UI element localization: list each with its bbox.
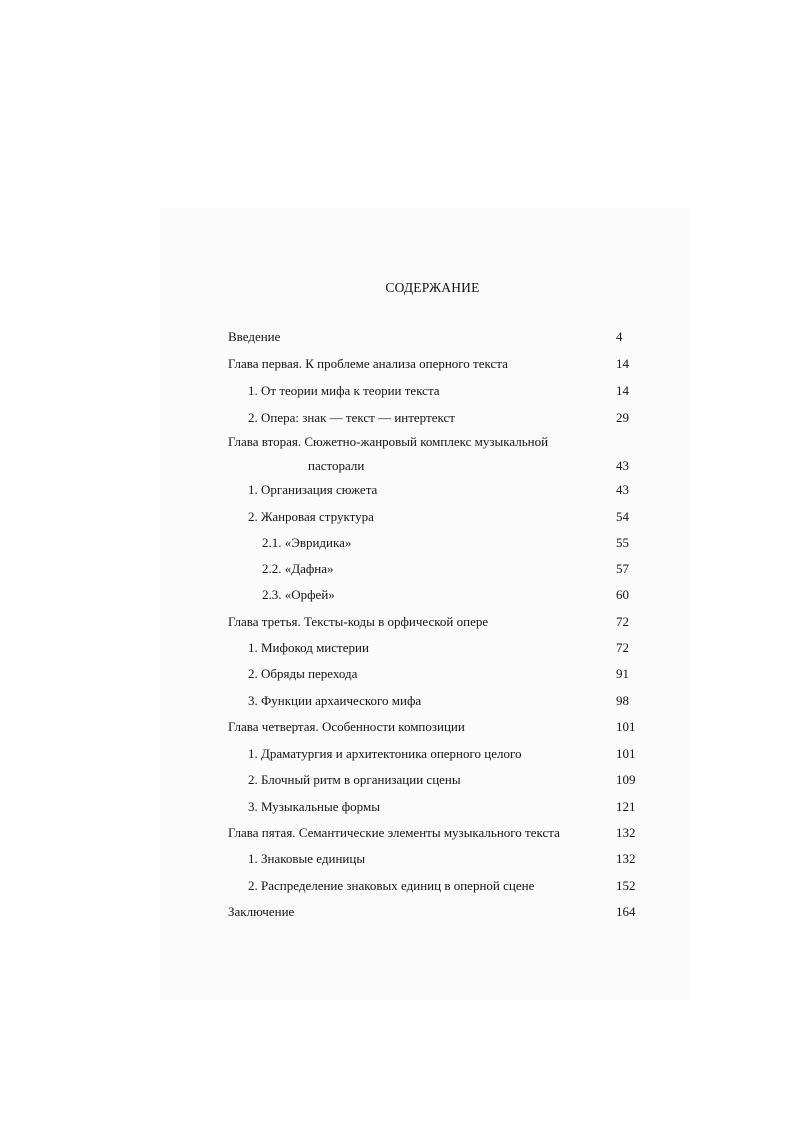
toc-entry-section-1-1 — [228, 381, 648, 401]
toc-entry-page: 164 — [616, 904, 636, 919]
toc-entry-section-3-3 — [228, 691, 648, 711]
toc-entry-chapter-2-continued — [228, 456, 648, 476]
toc-entry-section-2-1 — [228, 480, 648, 500]
toc-entry-section-3-2 — [228, 664, 648, 684]
toc-entry-label: 2.1. «Эвридика» — [262, 535, 352, 550]
toc-entry-page: 152 — [616, 878, 636, 893]
toc-entry-section-3-1 — [228, 638, 648, 658]
toc-entry-label: 3. Музыкальные формы — [248, 799, 380, 814]
toc-entry-label: Глава первая. К проблеме анализа оперного текста — [228, 356, 508, 371]
toc-entry-section-4-2 — [228, 770, 648, 790]
toc-entry-label: 2.3. «Орфей» — [262, 587, 335, 602]
toc-entry-label: Глава четвертая. Особенности композиции — [228, 719, 465, 734]
toc-entry-section-4-1 — [228, 744, 648, 764]
table-of-contents — [228, 0, 648, 1124]
toc-entry-chapter-1 — [228, 354, 648, 374]
toc-entry-page: 43 — [616, 458, 629, 473]
toc-entry-page: 72 — [616, 640, 629, 655]
toc-entry-label: 2. Опера: знак — текст — интертекст — [248, 410, 455, 425]
toc-entry-section-1-2 — [228, 408, 648, 428]
toc-entry-subsection-2-2-3 — [228, 585, 648, 605]
toc-entry-chapter-5 — [228, 823, 648, 843]
toc-entry-section-2-2 — [228, 507, 648, 527]
toc-entry-label: 2.2. «Дафна» — [262, 561, 334, 576]
toc-entry-label: 1. Организация сюжета — [248, 482, 378, 497]
toc-entry-section-4-3 — [228, 797, 648, 817]
toc-entry-page: 109 — [616, 772, 636, 787]
toc-entry-label: Заключение — [228, 904, 295, 919]
toc-entry-label: 1. Знаковые единицы — [248, 851, 366, 866]
toc-entry-label: Введение — [228, 329, 281, 344]
toc-entry-page: 132 — [616, 851, 636, 866]
toc-entry-label: пасторали — [308, 458, 365, 473]
toc-entry-page: 60 — [616, 587, 629, 602]
toc-entry-page: 101 — [616, 719, 636, 734]
toc-entry-conclusion — [228, 902, 648, 922]
toc-entry-label: 3. Функции архаического мифа — [248, 693, 422, 708]
toc-entry-chapter-3 — [228, 612, 648, 632]
toc-entry-chapter-2 — [228, 432, 648, 452]
toc-entry-page: 4 — [616, 329, 623, 344]
toc-entry-label: 1. Драматургия и архитектоника оперного целого — [248, 746, 522, 761]
toc-entry-section-5-2 — [228, 876, 648, 896]
toc-entry-label: 1. От теории мифа к теории текста — [248, 383, 440, 398]
toc-entry-page: 72 — [616, 614, 629, 629]
toc-entry-introduction — [228, 327, 648, 347]
toc-entry-subsection-2-2-1 — [228, 533, 648, 553]
toc-entry-page: 29 — [616, 410, 629, 425]
toc-entry-page: 55 — [616, 535, 629, 550]
toc-entry-label: 2. Блочный ритм в организации сцены — [248, 772, 461, 787]
toc-entry-chapter-4 — [228, 717, 648, 737]
toc-entry-label: Глава вторая. Сюжетно-жанровый комплекс музыкальной — [228, 434, 549, 449]
toc-entry-page: 54 — [616, 509, 629, 524]
toc-entry-page: 14 — [616, 356, 629, 371]
toc-entry-label: 2. Обряды перехода — [248, 666, 358, 681]
toc-entry-label: 2. Распределение знаковых единиц в оперной сцене — [248, 878, 535, 893]
toc-entry-label: 2. Жанровая структура — [248, 509, 374, 524]
toc-entry-page: 98 — [616, 693, 629, 708]
toc-entry-page: 121 — [616, 799, 636, 814]
toc-entry-page: 101 — [616, 746, 636, 761]
page-title: СОДЕРЖАНИЕ — [385, 280, 480, 295]
toc-entry-page: 43 — [616, 482, 629, 497]
toc-entry-label: 1. Мифокод мистерии — [248, 640, 369, 655]
toc-entry-page: 57 — [616, 561, 629, 576]
toc-entry-page: 14 — [616, 383, 629, 398]
toc-entry-page: 132 — [616, 825, 636, 840]
toc-entry-page: 91 — [616, 666, 629, 681]
toc-entry-label: Глава пятая. Семантические элементы музыкального текста — [228, 825, 560, 840]
toc-entry-label: Глава третья. Тексты-коды в орфической опере — [228, 614, 489, 629]
toc-entry-section-5-1 — [228, 849, 648, 869]
toc-entry-subsection-2-2-2 — [228, 559, 648, 579]
